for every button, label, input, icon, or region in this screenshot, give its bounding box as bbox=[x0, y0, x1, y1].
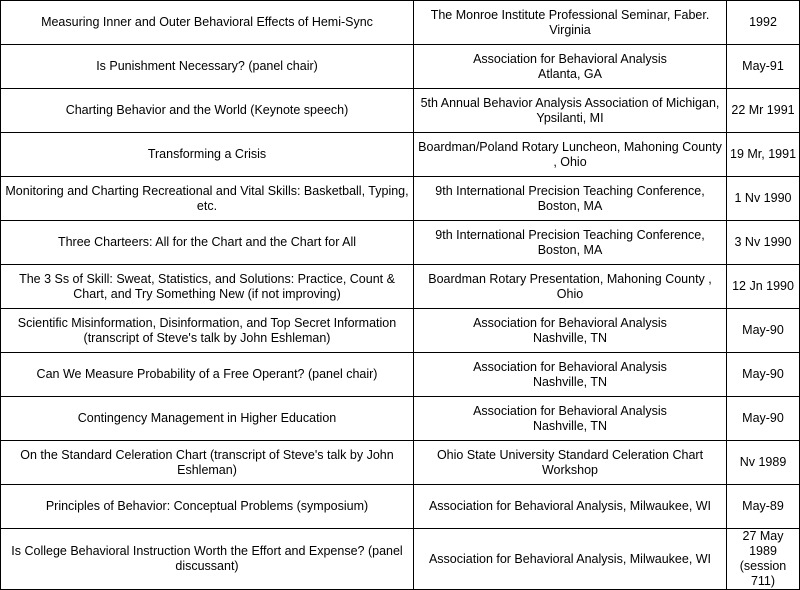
venue-cell: The Monroe Institute Professional Seminar, Faber. Virginia bbox=[414, 1, 727, 45]
venue-cell: 9th International Precision Teaching Conference, Boston, MA bbox=[414, 221, 727, 265]
date-cell: 19 Mr, 1991 bbox=[727, 133, 800, 177]
venue-cell: 9th International Precision Teaching Conference, Boston, MA bbox=[414, 177, 727, 221]
title-cell: Scientific Misinformation, Disinformation, and Top Secret Information (transcript of Steve's talk by John Eshleman) bbox=[1, 309, 414, 353]
venue-cell: Association for Behavioral Analysis Atlanta, GA bbox=[414, 45, 727, 89]
venue-cell: Association for Behavioral Analysis Nashville, TN bbox=[414, 397, 727, 441]
date-cell: 12 Jn 1990 bbox=[727, 265, 800, 309]
venue-cell: Boardman/Poland Rotary Luncheon, Mahoning County , Ohio bbox=[414, 133, 727, 177]
date-cell: May-90 bbox=[727, 397, 800, 441]
title-cell: Three Charteers: All for the Chart and the Chart for All bbox=[1, 221, 414, 265]
title-cell: Is College Behavioral Instruction Worth the Effort and Expense? (panel discussant) bbox=[1, 529, 414, 590]
date-cell: May-90 bbox=[727, 309, 800, 353]
table-row bbox=[1, 485, 800, 529]
title-cell: Can We Measure Probability of a Free Operant? (panel chair) bbox=[1, 353, 414, 397]
venue-cell: Ohio State University Standard Celeration Chart Workshop bbox=[414, 441, 727, 485]
title-cell: Is Punishment Necessary? (panel chair) bbox=[1, 45, 414, 89]
table-row bbox=[1, 397, 800, 441]
date-cell: 1 Nv 1990 bbox=[727, 177, 800, 221]
venue-cell: Association for Behavioral Analysis Nashville, TN bbox=[414, 353, 727, 397]
date-cell: 1992 bbox=[727, 1, 800, 45]
title-cell: Transforming a Crisis bbox=[1, 133, 414, 177]
date-cell: Nv 1989 bbox=[727, 441, 800, 485]
table-row bbox=[1, 177, 800, 221]
title-cell: Monitoring and Charting Recreational and Vital Skills: Basketball, Typing, etc. bbox=[1, 177, 414, 221]
date-cell: May-91 bbox=[727, 45, 800, 89]
presentations-table-body bbox=[1, 1, 800, 590]
date-cell: 27 May 1989 (session 711) bbox=[727, 529, 800, 590]
table-row bbox=[1, 441, 800, 485]
venue-cell: Association for Behavioral Analysis, Milwaukee, WI bbox=[414, 485, 727, 529]
table-row bbox=[1, 89, 800, 133]
title-cell: Contingency Management in Higher Education bbox=[1, 397, 414, 441]
title-cell: Measuring Inner and Outer Behavioral Effects of Hemi-Sync bbox=[1, 1, 414, 45]
venue-cell: Boardman Rotary Presentation, Mahoning County , Ohio bbox=[414, 265, 727, 309]
title-cell: Charting Behavior and the World (Keynote speech) bbox=[1, 89, 414, 133]
venue-cell: 5th Annual Behavior Analysis Association of Michigan, Ypsilanti, MI bbox=[414, 89, 727, 133]
table-row bbox=[1, 45, 800, 89]
table-row bbox=[1, 529, 800, 590]
title-cell: On the Standard Celeration Chart (transcript of Steve's talk by John Eshleman) bbox=[1, 441, 414, 485]
date-cell: May-89 bbox=[727, 485, 800, 529]
date-cell: 3 Nv 1990 bbox=[727, 221, 800, 265]
table-row bbox=[1, 265, 800, 309]
date-cell: May-90 bbox=[727, 353, 800, 397]
table-row bbox=[1, 309, 800, 353]
title-cell: The 3 Ss of Skill: Sweat, Statistics, and Solutions: Practice, Count & Chart, and Try Something New (if not improving) bbox=[1, 265, 414, 309]
date-cell: 22 Mr 1991 bbox=[727, 89, 800, 133]
table-row bbox=[1, 133, 800, 177]
table-row bbox=[1, 1, 800, 45]
table-row bbox=[1, 221, 800, 265]
venue-cell: Association for Behavioral Analysis, Milwaukee, WI bbox=[414, 529, 727, 590]
venue-cell: Association for Behavioral Analysis Nashville, TN bbox=[414, 309, 727, 353]
title-cell: Principles of Behavior: Conceptual Problems (symposium) bbox=[1, 485, 414, 529]
table-row bbox=[1, 353, 800, 397]
